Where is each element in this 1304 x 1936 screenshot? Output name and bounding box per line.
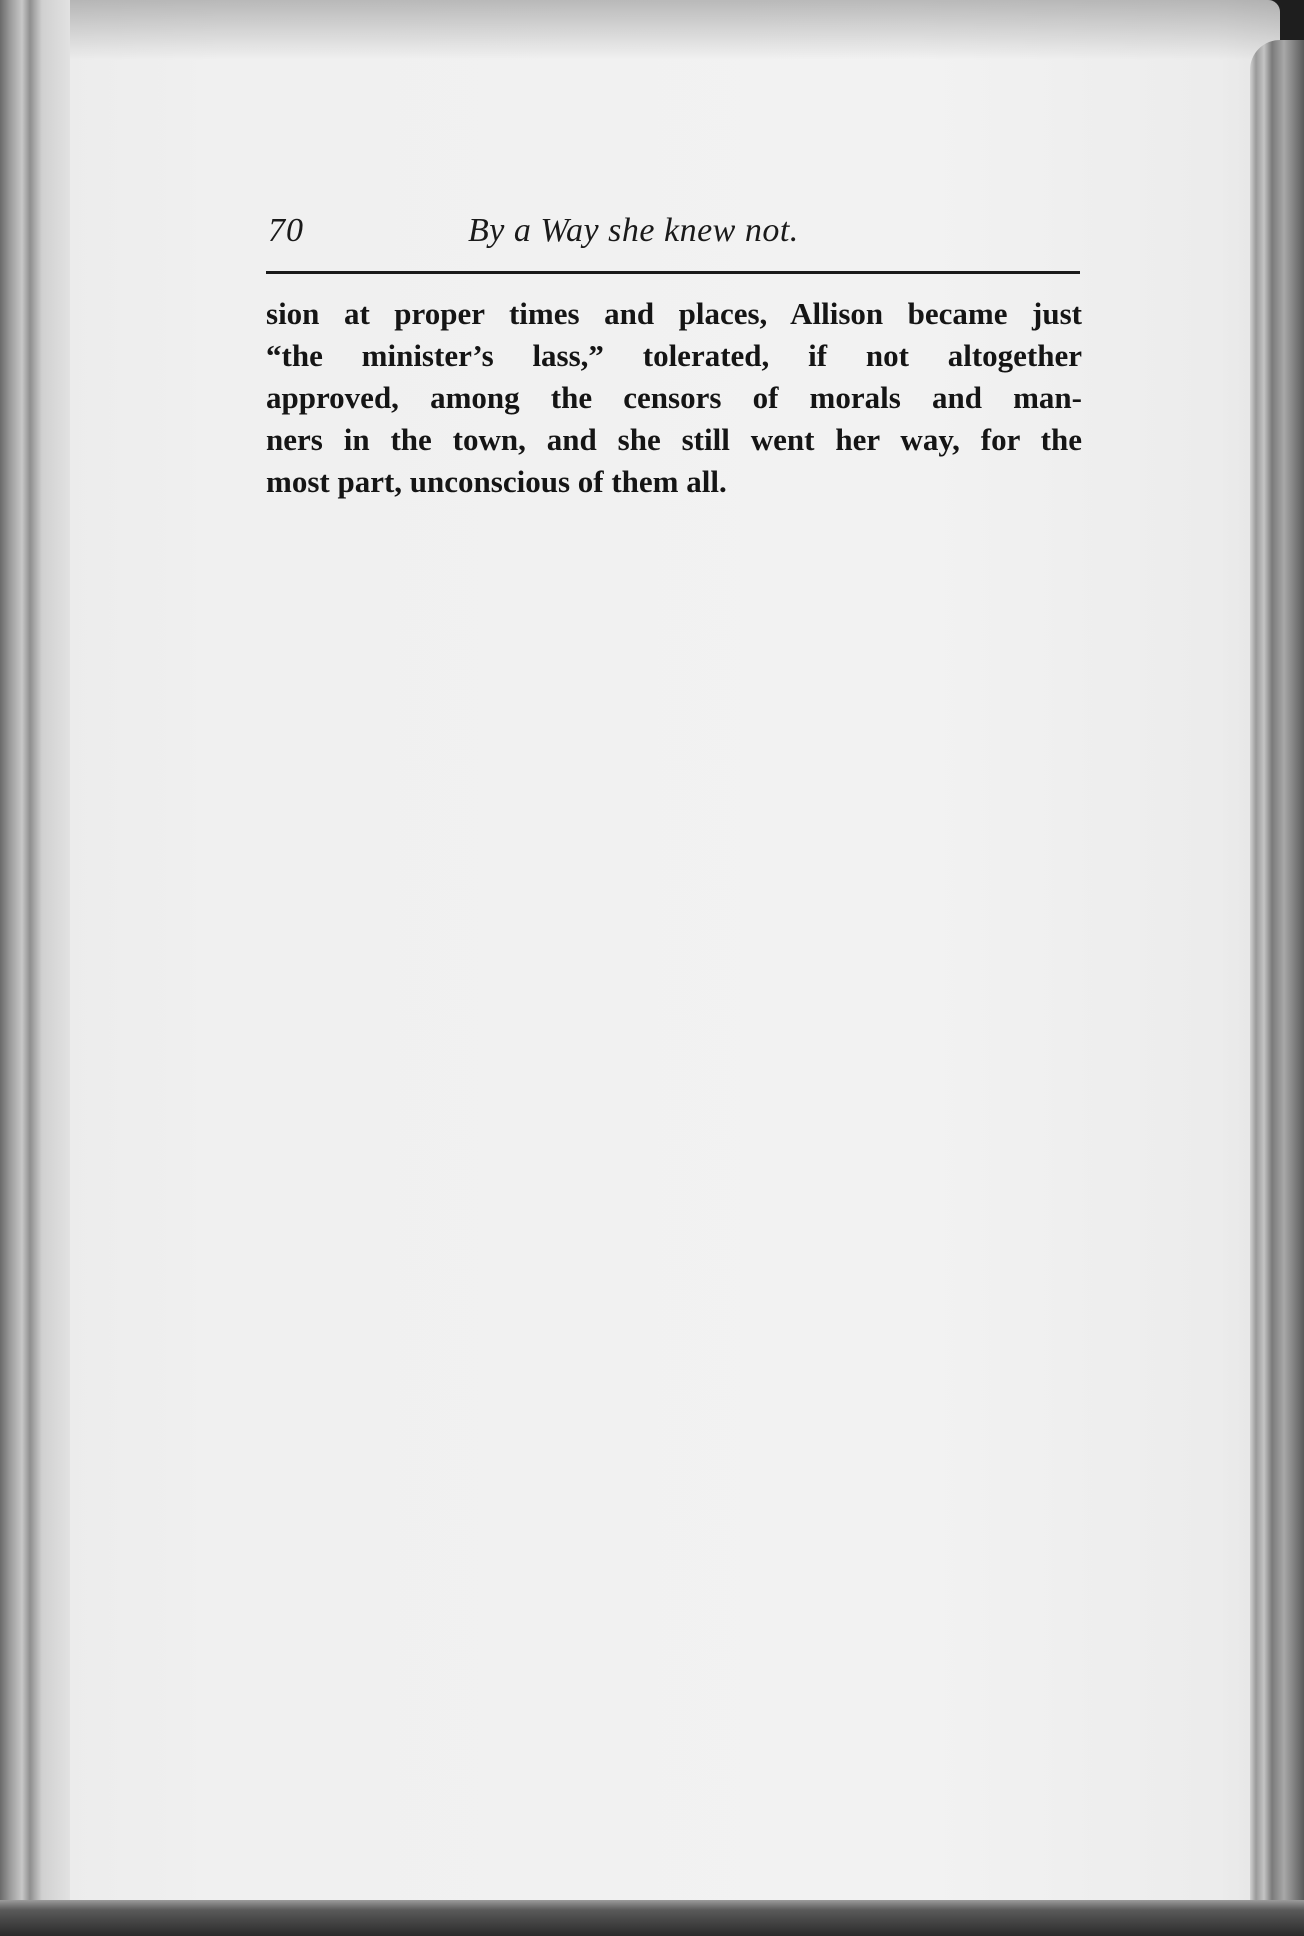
bleed-through-texture bbox=[260, 470, 1080, 814]
text-line: most part, unconscious of them all. bbox=[266, 464, 727, 499]
page-number: 70 bbox=[268, 212, 304, 249]
book-page bbox=[18, 0, 1280, 1916]
text-line: sion at proper times and places, Allison became just bbox=[266, 296, 1082, 331]
text-line: approved, among the censors of morals and man- bbox=[266, 380, 1082, 415]
page-bottom-edge bbox=[0, 1900, 1304, 1936]
page-stack-edge bbox=[1250, 40, 1304, 1920]
running-head: By a Way she knew not. bbox=[468, 212, 799, 249]
text-line: ners in the town, and she still went her way, for the bbox=[266, 422, 1082, 457]
body-paragraph bbox=[266, 293, 1082, 503]
book-binding-edge bbox=[0, 0, 70, 1916]
page-header bbox=[268, 212, 1080, 270]
text-line: “the minister’s lass,” tolerated, if not altogether bbox=[266, 338, 1082, 373]
header-rule bbox=[266, 271, 1080, 274]
